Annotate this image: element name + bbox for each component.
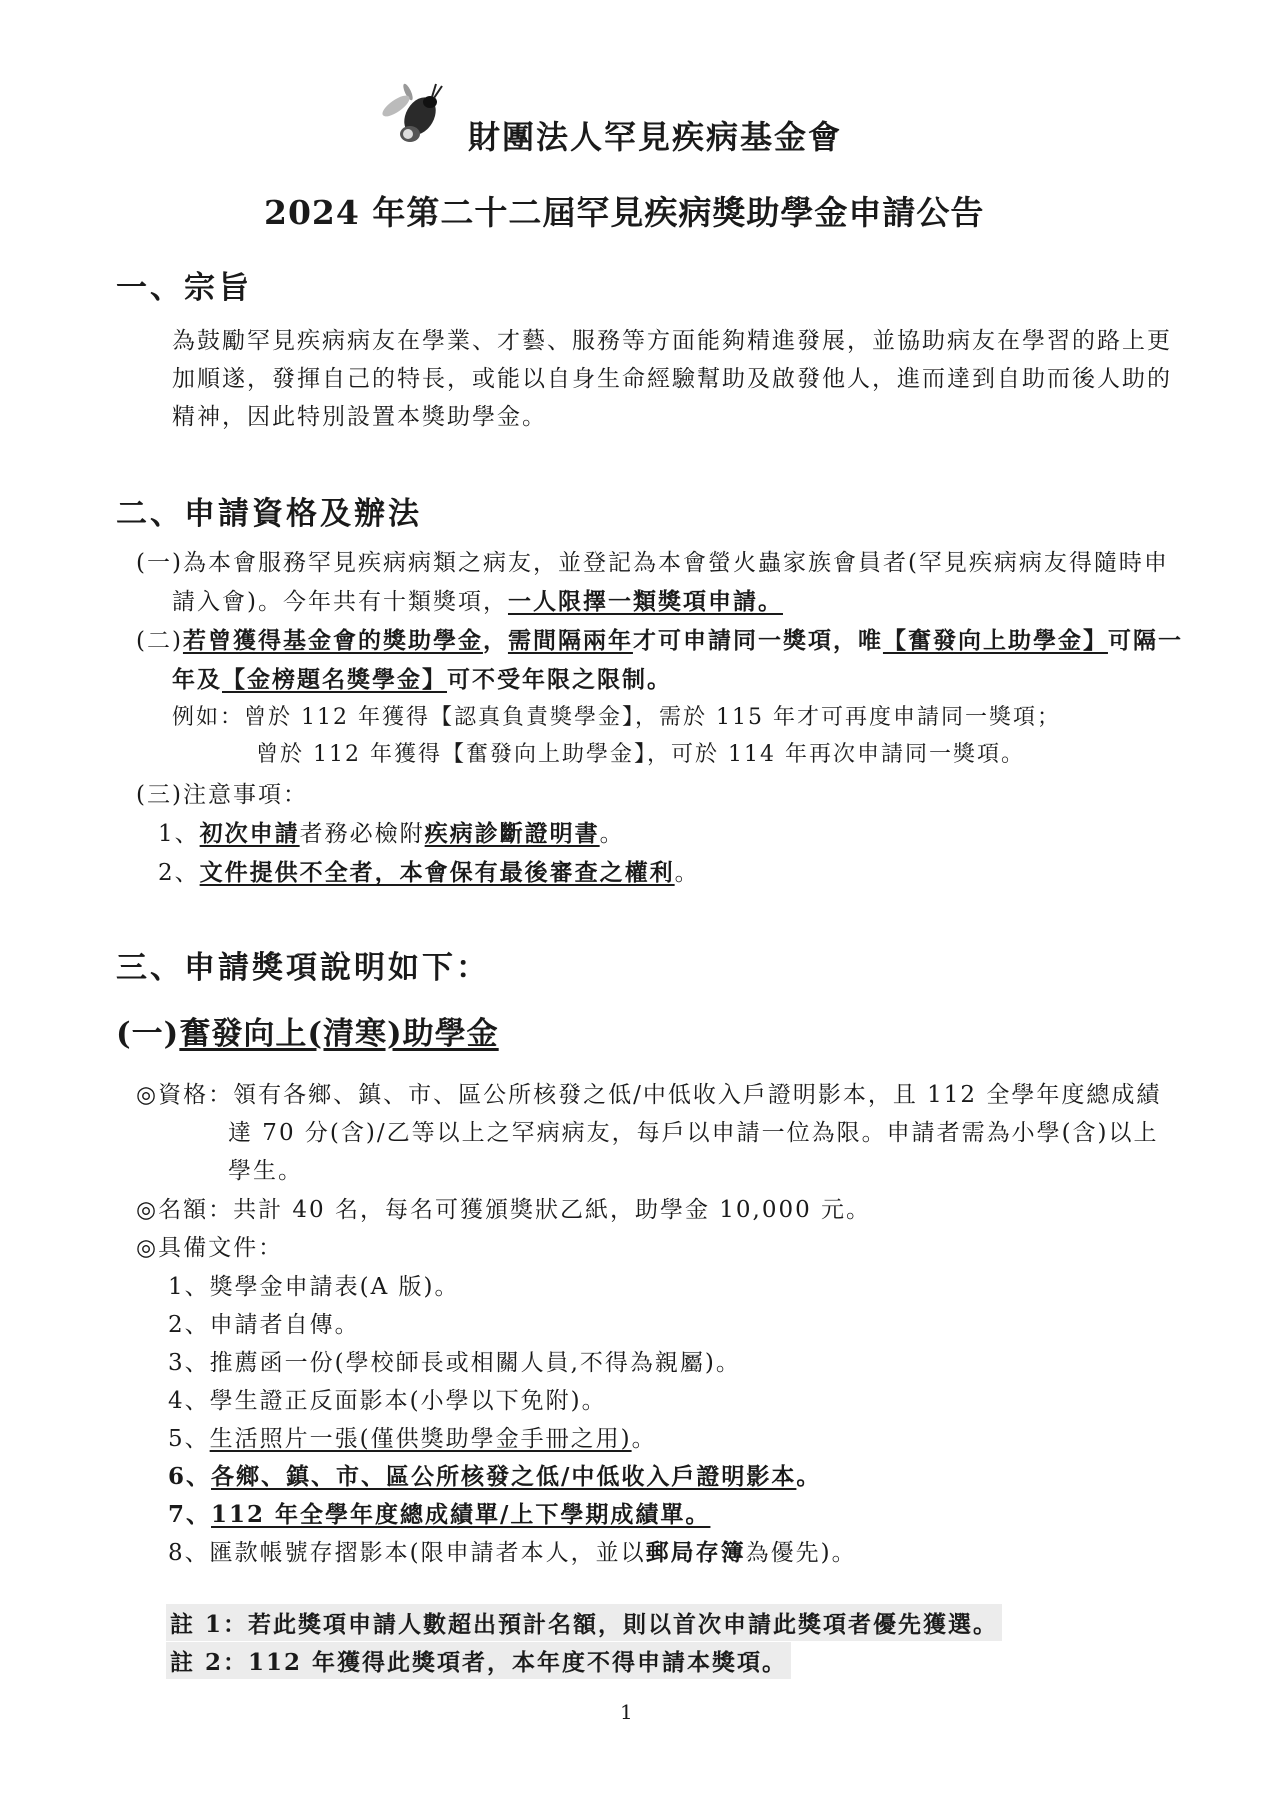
note-2: 註 2：112 年獲得此獎項者，本年度不得申請本獎項。 <box>166 1642 791 1679</box>
item-2-prefix: (二) <box>136 628 183 654</box>
item-2-line-2-start: 年及 <box>172 666 222 693</box>
notice-1 <box>158 815 625 848</box>
eligibility-item-1-text: 請入會)。今年共有十類獎項， <box>172 589 508 615</box>
notice-1-number: 1、 <box>158 821 200 847</box>
review-rights: 文件提供不全者，本會保有最後審查之權利 <box>199 859 675 886</box>
purpose-line-2: 加順遂，發揮自己的特長，或能以自身生命經驗幫助及啟發他人，進而達到自助而後人助的 <box>172 366 1172 392</box>
document-item-5-number: 5、 <box>168 1426 210 1452</box>
post-office-passbook: 郵局存簿 <box>645 1539 746 1566</box>
quota-line: ◎名額：共計 40 名，每名可獲頒獎狀乙紙，助學金 10,000 元。 <box>136 1197 872 1223</box>
document-item-6-end: 。 <box>796 1463 822 1490</box>
purpose-line-1: 為鼓勵罕見疾病病友在學業、才藝、服務等方面能夠精進發展，並協助病友在學習的路上更 <box>172 328 1172 354</box>
firefly-logo-icon <box>378 78 458 150</box>
eligibility-item-2-line-2 <box>172 661 672 694</box>
notice-2-end: 。 <box>674 860 700 886</box>
document-item-7 <box>168 1496 710 1529</box>
document-item-7-text: 112 年全學年度總成績單/上下學期成績單。 <box>211 1501 711 1528</box>
award-title: 奮發向上(清寒)助學金 <box>179 1016 499 1052</box>
document-item-8-text: 8、匯款帳號存摺影本(限申請者本人，並以 <box>168 1540 646 1566</box>
item-2-two-year-gap: 需間隔兩年 <box>507 627 633 654</box>
notice-2-number: 2、 <box>158 860 200 886</box>
document-item-4: 4、學生證正反面影本(小學以下免附)。 <box>168 1388 607 1414</box>
item-2-comma: ， <box>482 627 508 654</box>
item-2-award-name-2: 【金榜題名獎學金】 <box>222 666 447 693</box>
item-2-line-2-end: 可不受年限之限制。 <box>447 666 672 693</box>
documents-label: ◎具備文件： <box>136 1235 284 1261</box>
notice-2 <box>158 854 700 887</box>
award-heading <box>116 1008 499 1053</box>
qualification-line-3: 學生。 <box>228 1158 303 1184</box>
eligibility-item-1-line-1: (一)為本會服務罕見疾病病類之病友，並登記為本會螢火蟲家族會員者(罕見疾病病友得隨時申 <box>136 550 1169 576</box>
first-application: 初次申請 <box>199 820 300 847</box>
document-item-5 <box>168 1420 657 1453</box>
document-item-8 <box>168 1534 857 1567</box>
eligibility-item-3: (三)注意事項： <box>136 782 308 808</box>
section-heading-eligibility: 二、申請資格及辦法 <box>116 496 422 532</box>
item-2-award-name: 【奮發向上助學金】 <box>882 627 1108 654</box>
section-heading-awards: 三、申請獎項說明如下： <box>116 950 490 986</box>
notice-1-end: 。 <box>599 821 625 847</box>
organization-name: 財團法人罕見疾病基金會 <box>468 118 843 156</box>
example-line-2: 曾於 112 年獲得【奮發向上助學金】，可於 114 年再次申請同一獎項。 <box>256 742 1025 767</box>
purpose-line-3: 精神，因此特別設置本獎助學金。 <box>172 404 547 430</box>
document-item-5-text: 生活照片一張(僅供獎助學金手冊之用) <box>209 1426 632 1452</box>
document-item-2: 2、申請者自傳。 <box>168 1312 360 1338</box>
page-number: 1 <box>620 1700 633 1724</box>
document-item-5-end: 。 <box>631 1426 657 1452</box>
document-title: 2024 年第二十二屆罕見疾病獎助學金申請公告 <box>264 193 985 232</box>
document-item-3: 3、推薦函一份(學校師長或相關人員,不得為親屬)。 <box>168 1350 741 1376</box>
diagnosis-certificate: 疾病診斷證明書 <box>424 820 600 847</box>
document-item-7-number: 7、 <box>168 1501 212 1528</box>
document-item-1: 1、獎學金申請表(A 版)。 <box>168 1274 460 1300</box>
item-2-condition: 若曾獲得基金會的獎助學金 <box>182 627 483 654</box>
document-item-8-end: 為優先)。 <box>745 1540 857 1566</box>
example-line-1: 例如：曾於 112 年獲得【認真負責獎學金】，需於 115 年才可再度申請同一獎項； <box>172 705 1061 730</box>
award-prefix: (一) <box>116 1016 180 1052</box>
one-award-rule: 一人限擇一類獎項申請。 <box>507 588 783 615</box>
note-1: 註 1：若此獎項申請人數超出預計名額，則以首次申請此獎項者優先獲選。 <box>166 1604 1002 1641</box>
item-2-text-end: 可隔一 <box>1107 627 1183 654</box>
document-item-6-text: 各鄉、鎮、市、區公所核發之低/中低收入戶證明影本 <box>211 1463 797 1490</box>
section-heading-purpose: 一、宗旨 <box>116 270 252 306</box>
eligibility-item-2-line-1 <box>136 622 1183 655</box>
qualification-line-1: ◎資格：領有各鄉、鎮、市、區公所核發之低/中低收入戶證明影本，且 112 全學年度總成績 <box>136 1082 1162 1108</box>
document-item-6-number: 6、 <box>168 1463 212 1490</box>
document-item-6 <box>168 1458 821 1491</box>
qualification-line-2: 達 70 分(含)/乙等以上之罕病病友，每戶以申請一位為限。申請者需為小學(含)以上 <box>228 1120 1159 1146</box>
item-2-text: 才可申請同一獎項，唯 <box>632 627 883 654</box>
notice-1-text: 者務必檢附 <box>299 821 425 847</box>
eligibility-item-1-line-2 <box>172 583 783 616</box>
